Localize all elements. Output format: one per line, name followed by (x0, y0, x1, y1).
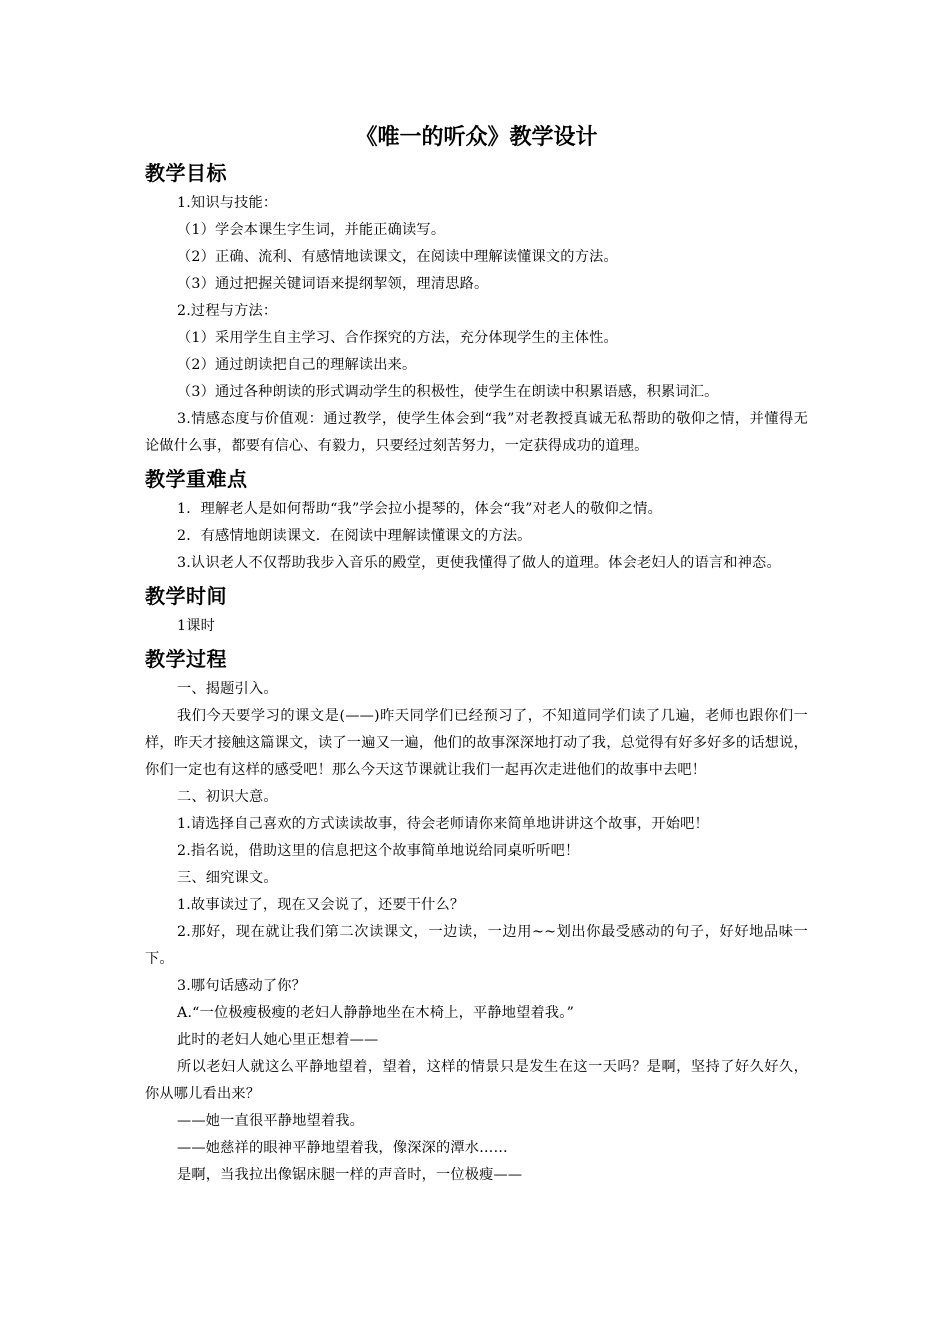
paragraph: 2.那好，现在就让我们第二次读课文，一边读，一边用~~划出你最受感动的句子，好好地品味一下。 (145, 924, 808, 967)
document-title: 《唯一的听众》教学设计 (355, 125, 598, 150)
section-heading-teaching-goals: 教学目标 (145, 161, 227, 185)
document-body (145, 122, 808, 1189)
paragraph: 1.知识与技能： (177, 195, 278, 211)
paragraph: 1.请选择自己喜欢的方式读读故事，待会老师请你来简单地讲讲这个故事，开始吧！ (177, 816, 709, 832)
section-heading-key-difficult-points: 教学重难点 (145, 467, 248, 491)
paragraph: 我们今天要学习的课文是(——)昨天同学们已经预习了，不知道同学们读了几遍，老师也跟你们一样，昨天才接触这篇课文，读了一遍又一遍，他们的故事深深地打动了我，总觉得有好多好多的话想说，你们一定也有这样的感受吧！那么今天这节课就让我们一起再次走进他们的故事中去吧！ (145, 708, 808, 778)
paragraph: （3）通过各种朗读的形式调动学生的积极性，使学生在朗读中积累语感，积累词汇。 (177, 384, 719, 400)
paragraph: 1课时 (177, 618, 216, 634)
paragraph: ——她慈祥的眼神平静地望着我，像深深的潭水…… (177, 1140, 508, 1156)
paragraph: 所以老妇人就这么平静地望着，望着，这样的情景只是发生在这一天吗？是啊，坚持了好久好久，你从哪儿看出来？ (145, 1059, 808, 1102)
section-heading-teaching-process: 教学过程 (145, 647, 227, 671)
paragraph: 二、初识大意。 (177, 789, 278, 805)
paragraph: （2）正确、流利、有感情地读课文，在阅读中理解读懂课文的方法。 (177, 249, 618, 265)
paragraph: （3）通过把握关键词语来提纲挈领，理清思路。 (177, 276, 489, 292)
paragraph: 3.哪句话感动了你？ (177, 978, 307, 994)
paragraph: 一、揭题引入。 (177, 681, 278, 697)
paragraph: ——她一直很平静地望着我。 (177, 1113, 365, 1129)
paragraph: 1.故事读过了，现在又会说了，还要干什么？ (177, 897, 465, 913)
paragraph: 2.过程与方法： (177, 303, 278, 319)
paragraph: 是啊，当我拉出像锯床腿一样的声音时，一位极瘦—— (177, 1167, 523, 1183)
paragraph: 此时的老妇人她心里正想着—— (177, 1032, 379, 1048)
paragraph: 3.认识老人不仅帮助我步入音乐的殿堂，更使我懂得了做人的道理。体会老妇人的语言和神态。 (177, 555, 781, 571)
paragraph: （2）通过朗读把自己的理解读出来。 (177, 357, 417, 373)
paragraph: 2.指名说，借助这里的信息把这个故事简单地说给同桌听听吧！ (177, 843, 580, 859)
paragraph: 三、细究课文。 (177, 870, 278, 886)
paragraph: 2．有感情地朗读课文．在阅读中理解读懂课文的方法。 (177, 528, 532, 544)
paragraph: 1．理解老人是如何帮助“我”学会拉小提琴的，体会“我”对老人的敬仰之情。 (177, 501, 663, 517)
paragraph: （1）学会本课生字生词，并能正确读写。 (177, 222, 446, 238)
paragraph: 3.情感态度与价值观：通过教学，使学生体会到“我”对老教授真诚无私帮助的敬仰之情，并懂得无论做什么事，都要有信心、有毅力，只要经过刻苦努力，一定获得成功的道理。 (145, 411, 808, 454)
paragraph: A.“一位极瘦极瘦的老妇人静静地坐在木椅上，平静地望着我。” (177, 1005, 575, 1021)
section-heading-teaching-time: 教学时间 (145, 584, 227, 608)
paragraph: （1）采用学生自主学习、合作探究的方法，充分体现学生的主体性。 (177, 330, 618, 346)
